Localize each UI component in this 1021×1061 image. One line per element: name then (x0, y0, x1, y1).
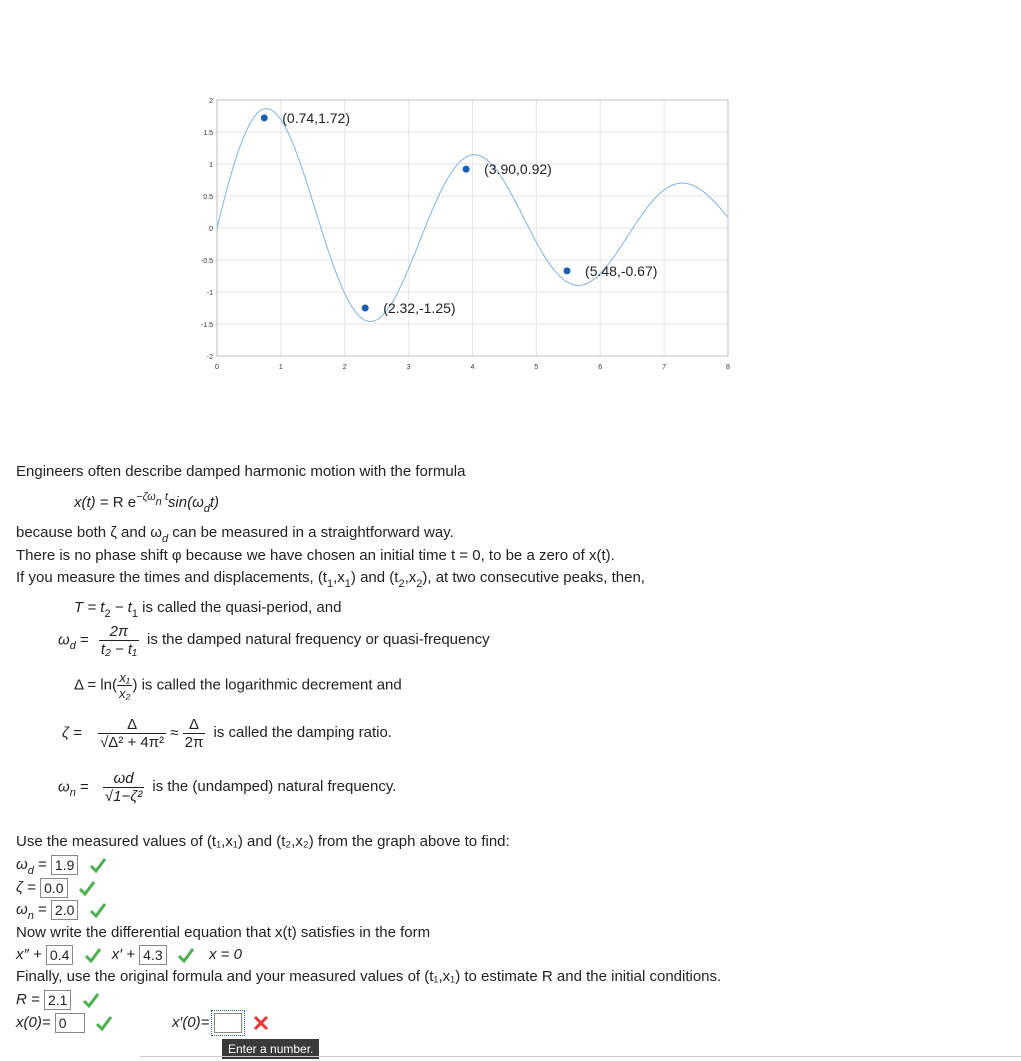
because-text: because both ζ and $\omega_d$ can be measured in a straightforward way. (16, 524, 454, 545)
x0-input[interactable]: 0 (55, 1013, 85, 1033)
data-point (261, 114, 268, 121)
R-input[interactable]: 2.1 (44, 990, 71, 1010)
log-decrement-def: Δ = ln( $\frac{\text{x₁}}{\text{x₂}}$ ) is called the logarithmic decrement and (74, 670, 402, 701)
zeta-input[interactable]: 0.0 (40, 878, 67, 898)
y-tick-label: -1.5 (200, 322, 213, 329)
x-tick-label: 4 (470, 364, 475, 371)
check-icon (177, 947, 195, 963)
answer-wd-row: $\omega_d = 1.9$ (16, 855, 107, 875)
y-tick-label: 1 (209, 162, 213, 169)
zeta-def: ζ = $\frac{\Delta}{\text{√Δ² + 4π²}}$ ≈ $\frac{\Delta}{2\pi}$ is called the damping ratio. (62, 716, 392, 751)
answer-R-row: R = 2.1 (16, 990, 100, 1010)
wn-input[interactable]: 2.0 (51, 900, 78, 920)
y-tick-label: -2 (206, 354, 213, 361)
quasi-period-def: $T = t_2 - t_1$ is called the quasi-period, and (74, 599, 342, 620)
formula: x(t) = R $e^{-\zeta\omega n t}\sin(\omega_dt)$ (74, 491, 220, 515)
answer-wn-row: $\omega_n = 2.0$ (16, 900, 107, 920)
use-measured-text: Use the measured values of (t₁,x₁) and (t₂,x₂) from the graph above to find: (16, 833, 510, 850)
coef-xprime-input[interactable]: 0.4 (46, 945, 73, 965)
y-tick-label: 2 (209, 98, 213, 105)
x-tick-label: 2 (342, 364, 347, 371)
data-label: (5.48,-0.67) (585, 262, 658, 279)
y-tick-label: -0.5 (200, 258, 213, 265)
xp0-input[interactable] (214, 1013, 242, 1033)
check-icon (78, 880, 96, 896)
data-point (463, 166, 470, 173)
y-tick-label: 0 (209, 226, 213, 233)
answer-xp0-row: x′(0)= (172, 1013, 270, 1033)
x-tick-label: 5 (534, 364, 539, 371)
phase-text: There is no phase shift φ because we have chosen an initial time t = 0, to be a zero of x(t). (16, 547, 615, 564)
data-point (362, 305, 369, 312)
check-icon (89, 857, 107, 873)
check-icon (82, 992, 100, 1008)
measure-text: If you measure the times and displacements, $(t_1,x_1)$ and $(t_2,x_2)$, at two consecutive peaks, then, (16, 569, 645, 590)
divider (140, 1056, 1021, 1057)
data-label: (3.90,0.92) (484, 161, 552, 178)
y-tick-label: 1.5 (203, 130, 213, 137)
input-tooltip: Enter a number. (222, 1039, 319, 1059)
wn-def: $\omega_n$ = $\frac{\omega d}{\text{√1−ζ²}}$ is the (undamped) natural frequency. (58, 770, 397, 805)
y-tick-label: -1 (206, 290, 213, 297)
cross-icon (252, 1015, 270, 1031)
diffeq-row: x″ + 0.4 x′ + 4.3 x = 0 (16, 945, 242, 963)
finally-text: Finally, use the original formula and your measured values of (t₁,x₁) to estimate R and the initial conditions. (16, 968, 722, 985)
check-icon (84, 947, 102, 963)
y-tick-label: 0.5 (203, 194, 213, 201)
check-icon (95, 1015, 113, 1031)
x-tick-label: 8 (726, 364, 730, 371)
diffeq-intro: Now write the differential equation that x(t) satisfies in the form (16, 924, 431, 941)
wd-input[interactable]: 1.9 (51, 855, 78, 875)
answer-zeta-row: ζ = 0.0 (16, 878, 96, 898)
intro-text: Engineers often describe damped harmonic motion with the formula (16, 463, 466, 480)
check-icon (89, 902, 107, 918)
data-label: (2.32,-1.25) (383, 300, 456, 316)
x-tick-label: 0 (215, 364, 219, 371)
x-tick-label: 7 (662, 364, 667, 371)
x-tick-label: 3 (406, 364, 411, 371)
wd-def: $\omega_d$ = $\frac{2\pi}{\text{t₂ − t₁}}$ is the damped natural frequency or quasi-frequency (58, 623, 490, 658)
data-point (564, 267, 571, 274)
answer-x0-row: x(0)= 0 (16, 1013, 113, 1033)
coef-x-input[interactable]: 4.3 (139, 945, 166, 965)
x-tick-label: 1 (278, 364, 283, 371)
data-label: (0.74,1.72) (282, 109, 350, 126)
x-tick-label: 6 (598, 364, 603, 371)
damped-oscillation-chart (195, 92, 740, 377)
